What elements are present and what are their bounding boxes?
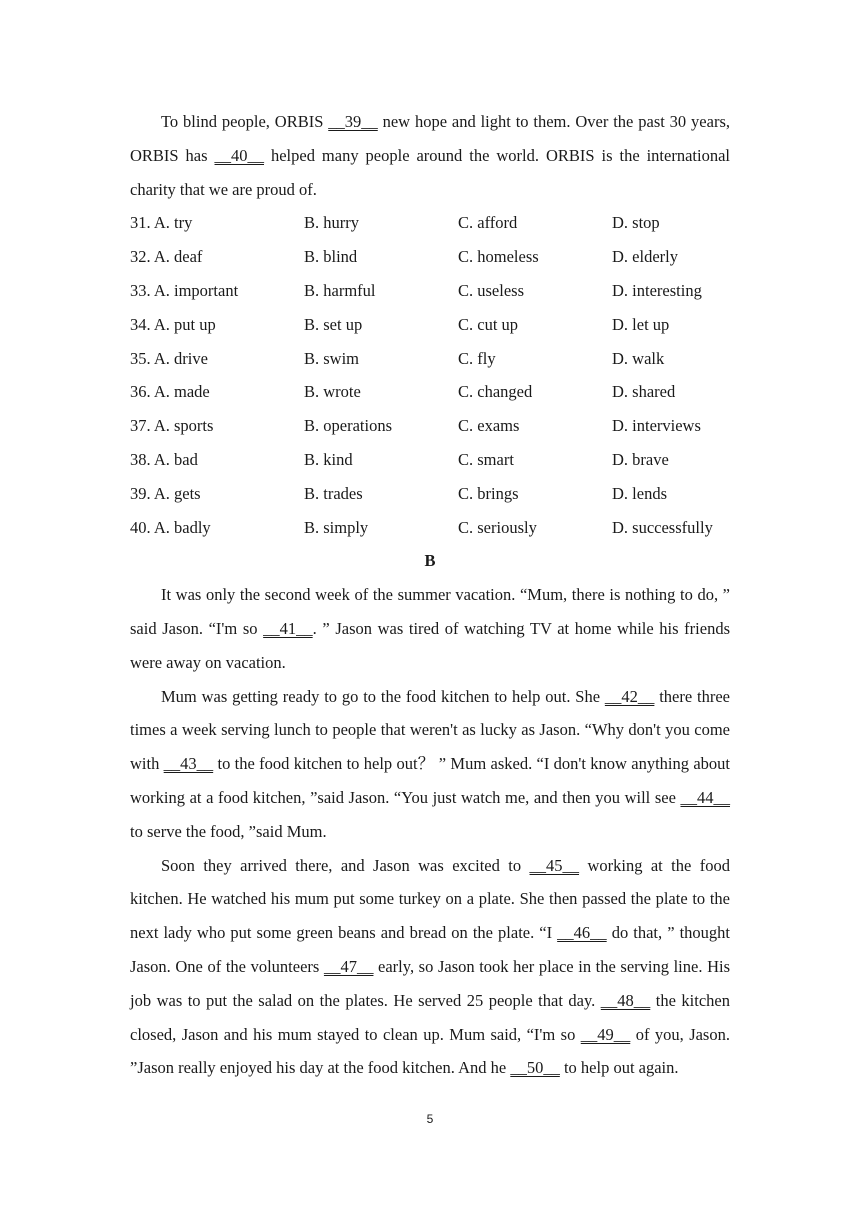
blank-49: __49__: [580, 1024, 631, 1044]
passage-a-closing-paragraph: [130, 105, 730, 206]
option-b: B. operations: [304, 416, 392, 436]
option-b: B. simply: [304, 517, 369, 537]
blank-40: __40__: [214, 145, 265, 165]
option-c: C. afford: [458, 213, 518, 233]
option-d: D. walk: [612, 348, 665, 368]
blank-50: __50__: [510, 1058, 560, 1078]
blank-39: __39__: [328, 112, 378, 131]
option-c: C. brings: [458, 483, 519, 503]
blank-42: __42__: [604, 686, 655, 706]
option-row-39: [130, 477, 730, 511]
option-b: B. swim: [304, 348, 360, 368]
page-content: [130, 105, 730, 1085]
option-d: D. successfully: [612, 517, 713, 537]
option-row-32: [130, 240, 730, 274]
option-d: D. lends: [612, 483, 667, 503]
option-a: 31. A. try: [130, 213, 193, 233]
blank-48: __48__: [600, 990, 651, 1010]
blank-41: __41__: [263, 618, 313, 638]
option-d: D. interesting: [612, 280, 702, 300]
option-c: C. changed: [458, 382, 533, 402]
text-run: helped many people around the world. ORBIS is the international charity that we are proud of.: [130, 145, 730, 199]
text-run: To blind people, ORBIS: [161, 112, 329, 131]
option-row-33: [130, 274, 730, 308]
option-d: D. brave: [612, 449, 669, 469]
option-a: 38. A. bad: [130, 449, 198, 469]
option-a: 32. A. deaf: [130, 247, 203, 267]
option-c: C. exams: [458, 416, 520, 436]
option-row-37: [130, 409, 730, 443]
section-b-heading: B: [424, 551, 436, 571]
text-run: early, so Jason took her place in the serving line. His job was to put the salad on the plates. He served 25 people that day.: [130, 956, 730, 1010]
blank-45: __45__: [529, 855, 580, 875]
text-run: . ” Jason was tired of watching TV at home while his friends were away on vacation.: [130, 618, 730, 672]
option-row-38: [130, 443, 730, 477]
option-c: C. homeless: [458, 247, 539, 267]
text-run: there three times a week serving lunch to people that weren't as lucky as Jason. “Why don't you come with: [130, 686, 730, 774]
section-b-paragraph-3: [130, 849, 730, 1086]
option-row-40: [130, 511, 730, 545]
section-b-paragraph-2: [130, 680, 730, 849]
text-run: Mum was getting ready to go to the food kitchen to help out. She: [161, 686, 605, 706]
option-d: D. let up: [612, 314, 670, 334]
option-d: D. shared: [612, 382, 676, 402]
blank-43: __43__: [163, 754, 214, 774]
text-run: do that, ” thought Jason. One of the volunteers: [130, 923, 730, 976]
option-b: B. wrote: [304, 382, 361, 402]
option-a: 34. A. put up: [130, 314, 216, 334]
option-b: B. kind: [304, 449, 353, 469]
text-run: It was only the second week of the summer vacation. “Mum, there is nothing to do, ” said Jason. “I'm so: [130, 585, 730, 638]
option-row-35: [130, 342, 730, 376]
text-run: Soon they arrived there, and Jason was excited to: [161, 855, 530, 875]
option-row-31: [130, 206, 730, 240]
option-b: B. hurry: [304, 213, 359, 233]
option-row-34: [130, 308, 730, 342]
option-c: C. useless: [458, 280, 524, 300]
blank-44: __44__: [680, 787, 730, 807]
text-run: of you, Jason. ”Jason really enjoyed his day at the food kitchen. And he: [130, 1024, 730, 1078]
blank-47: __47__: [323, 956, 374, 976]
option-b: B. set up: [304, 314, 363, 334]
text-run: the kitchen closed, Jason and his mum stayed to clean up. Mum said, “I'm so: [130, 990, 730, 1044]
option-d: D. stop: [612, 213, 660, 233]
answer-options: [130, 206, 730, 544]
option-a: 33. A. important: [130, 280, 239, 300]
text-run: new hope and light to them. Over the past 30 years, ORBIS has: [130, 112, 730, 165]
option-a: 36. A. made: [130, 382, 210, 402]
option-b: B. trades: [304, 483, 363, 503]
option-c: C. fly: [458, 348, 496, 368]
text-run: working at the food kitchen. He watched his mum put some turkey on a plate. She then passed the plate to the next lady who put some green beans and bread on the plate. “I: [130, 855, 730, 943]
text-run: to help out again.: [559, 1058, 679, 1078]
option-b: B. blind: [304, 247, 358, 267]
option-c: C. seriously: [458, 517, 537, 537]
text-run: to the food kitchen to help out？ ” Mum asked. “I don't know anything about working at a food kitchen, ”said Jason. “You just watch me, and then you will see: [130, 754, 731, 807]
option-c: C. smart: [458, 449, 514, 469]
option-a: 37. A. sports: [130, 416, 214, 436]
option-a: 40. A. badly: [130, 517, 211, 537]
option-d: D. elderly: [612, 247, 678, 267]
option-c: C. cut up: [458, 314, 519, 334]
option-a: 39. A. gets: [130, 483, 201, 503]
text-run: to serve the food, ”said Mum.: [130, 821, 327, 841]
option-d: D. interviews: [612, 416, 701, 436]
section-b-paragraph-1: [130, 578, 730, 679]
page-number: 5: [426, 1112, 434, 1126]
option-row-36: [130, 375, 730, 409]
option-a: 35. A. drive: [130, 348, 208, 368]
option-b: B. harmful: [304, 280, 376, 300]
blank-46: __46__: [557, 923, 607, 943]
